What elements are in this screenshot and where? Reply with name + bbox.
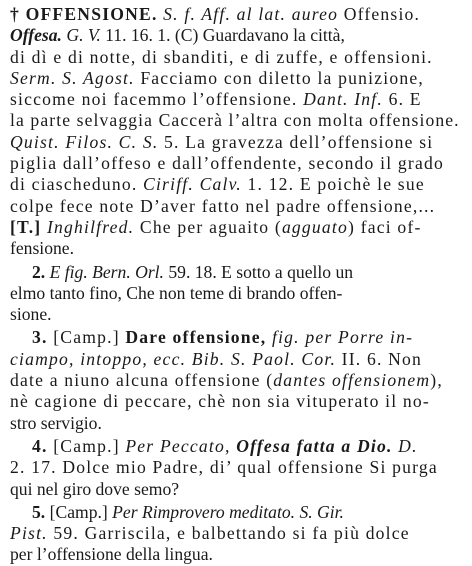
text-line: [10, 89, 460, 110]
text-line: [10, 327, 460, 348]
text-segment: [T.]: [10, 216, 42, 237]
text-segment: la parte selvaggia Caccerà l’altra con molta offensione.: [10, 110, 460, 131]
text-segment: ) faci of-: [348, 216, 422, 237]
text-segment: Per Peccato,: [119, 435, 231, 456]
text-segment: ciampo, intoppo, ecc. Bib. S. Paol. Cor.: [10, 348, 337, 369]
text-segment: E fig. Bern. Orl.: [45, 261, 164, 282]
text-segment: fensione.: [10, 238, 75, 259]
text-segment: Serm. S. Agost.: [10, 67, 135, 88]
text-segment: di ciascheduno.: [10, 174, 138, 195]
text-line: [10, 436, 460, 457]
text-segment: colpe fece note D’aver fatto nel padre offensione,...: [10, 195, 436, 216]
text-segment: 1. 12. E poichè le sue: [241, 174, 425, 195]
text-line: [10, 544, 460, 565]
text-segment: per l’offensione della lingua.: [10, 544, 213, 565]
text-segment: dantes offensionem: [273, 370, 431, 391]
text-line: [10, 196, 460, 217]
text-line: [10, 217, 460, 238]
text-line: [10, 523, 460, 544]
sense-2: [10, 262, 460, 326]
text-line: [10, 153, 460, 174]
text-line: [10, 132, 460, 153]
text-line: [10, 47, 460, 68]
text-segment: II. 6. Non: [336, 348, 423, 369]
text-segment: date a niuno alcuna offensione (: [10, 370, 274, 391]
text-line: [10, 4, 460, 25]
text-segment: Offesa fatta a Dio.: [230, 435, 393, 456]
text-segment: piglia dall’offeso e dall’offendente, secondo il grado: [10, 153, 444, 174]
text-segment: [Camp.]: [47, 435, 120, 456]
text-segment: di dì e di notte, di sbanditi, e di zuffe, e offensioni.: [10, 46, 433, 67]
text-line: [10, 413, 460, 434]
text-segment: 2. 17. Dolce mio Padre, di’ qual offensione Si purga: [10, 457, 438, 478]
text-segment: Che per aguaito (: [134, 216, 282, 237]
text-segment: G. V.: [61, 25, 101, 46]
text-segment: Offesa.: [10, 25, 62, 46]
text-segment: nè cagione di peccare, chè non sia vituperato il no-: [10, 391, 430, 412]
text-segment: 5. La gravezza dell’offensione si: [158, 131, 434, 152]
text-segment: S. f. Aff. al lat. aureo: [157, 4, 339, 24]
text-segment: Dare offensione,: [119, 327, 267, 348]
text-line: [10, 479, 460, 500]
text-segment: Pist.: [10, 523, 48, 544]
text-segment: qui nel giro dove semo?: [10, 478, 180, 499]
text-segment: 4.: [32, 435, 48, 456]
text-line: [10, 283, 460, 304]
sense-4: [10, 436, 460, 500]
text-segment: Inghilfred.: [41, 216, 135, 237]
sense-3: [10, 327, 460, 433]
text-segment: Quist. Filos. C. S.: [10, 131, 159, 152]
text-segment: 59. Garriscila, e balbettando si fa più dolce: [47, 523, 410, 544]
text-segment: [Camp.]: [45, 501, 108, 522]
text-line: [10, 174, 460, 195]
text-segment: Dant. Inf.: [297, 89, 383, 110]
text-segment: siccome noi facemmo l’offensione.: [10, 89, 298, 110]
text-segment: D.: [392, 435, 418, 456]
text-segment: Offensio.: [338, 4, 421, 24]
text-segment: Per Rimprovero meditato. S. Gir.: [107, 501, 344, 522]
text-segment: 2.: [32, 261, 46, 282]
text-line: [10, 457, 460, 478]
text-line: [10, 25, 460, 46]
text-line: [10, 68, 460, 89]
sense-1: [10, 4, 460, 260]
text-line: [10, 110, 460, 131]
text-segment: 11. 16. 1. (C) Guardavano la città,: [100, 25, 345, 46]
text-line: [10, 502, 460, 523]
text-segment: ),: [430, 370, 443, 391]
text-segment: sione.: [10, 304, 52, 325]
text-line: [10, 262, 460, 283]
text-segment: agguato: [281, 216, 349, 237]
text-line: [10, 370, 460, 391]
text-segment: 6. E: [383, 89, 422, 110]
text-segment: 3.: [32, 327, 48, 348]
text-segment: elmo tanto fino, Che non teme di brando offen-: [10, 282, 343, 303]
text-segment: Facciamo con diletto la punizione,: [134, 67, 424, 88]
text-segment: fig. per Porre in-: [266, 327, 414, 348]
text-segment: 59. 18. E sotto a quello un: [163, 261, 354, 282]
sense-5: [10, 502, 460, 566]
text-line: [10, 349, 460, 370]
text-line: [10, 391, 460, 412]
text-segment: stro servigio.: [10, 412, 102, 433]
text-line: [10, 238, 460, 259]
text-line: [10, 304, 460, 325]
text-segment: Ciriff. Calv.: [137, 174, 242, 195]
text-segment: [Camp.]: [47, 327, 120, 348]
text-segment: 5.: [32, 501, 46, 522]
text-segment: † OFFENSIONE.: [10, 4, 158, 24]
